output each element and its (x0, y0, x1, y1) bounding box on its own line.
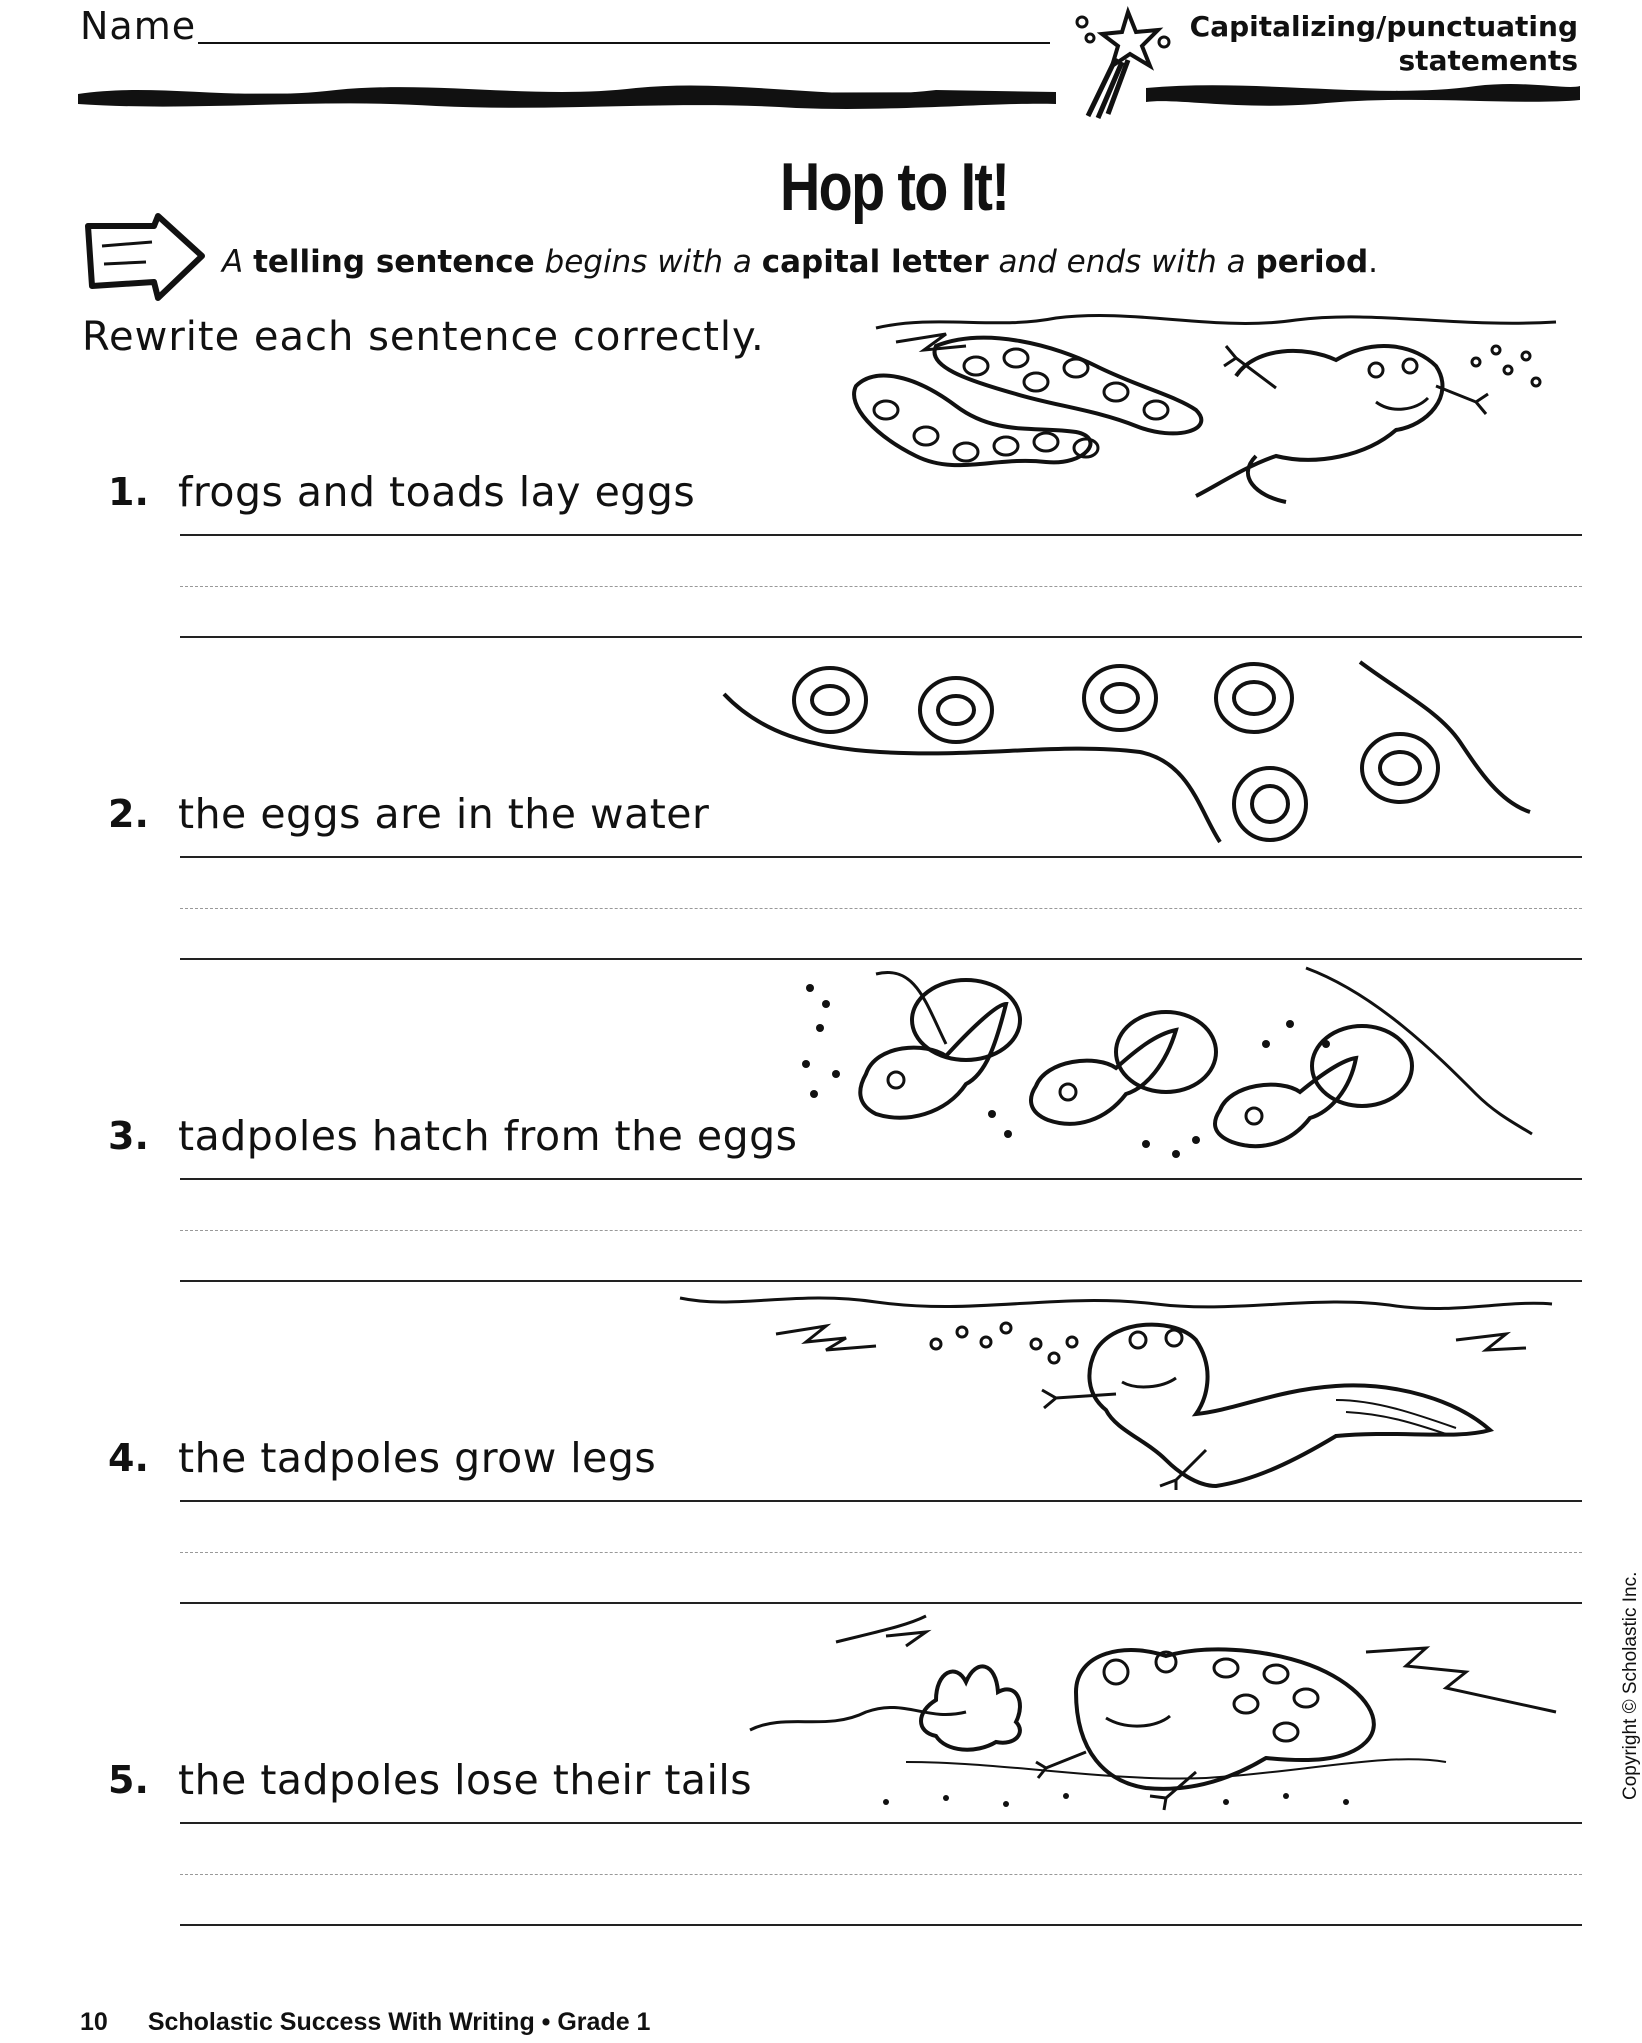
item-2-number: 2. (108, 792, 149, 836)
rule-part-3: begins with a (534, 244, 762, 280)
copyright-notice: Copyright © Scholastic Inc. (1620, 1571, 1641, 1800)
name-label: Name (80, 4, 197, 48)
frog-eggs-illustration (836, 306, 1566, 528)
rule-part-6: period (1255, 244, 1369, 280)
item-4-write-line-top[interactable] (180, 1500, 1582, 1502)
eggs-in-water-illustration (720, 652, 1540, 852)
topic-label (1190, 10, 1578, 78)
item-3-number: 3. (108, 1114, 149, 1158)
topic-line-1: Capitalizing/punctuating (1189, 10, 1578, 43)
tadpole-with-legs-illustration (676, 1290, 1556, 1490)
shooting-star-icon (1072, 8, 1176, 122)
item-5-write-line-top[interactable] (180, 1822, 1582, 1824)
item-4-write-line-mid (180, 1552, 1582, 1553)
item-3-write-line-bottom[interactable] (180, 1280, 1582, 1282)
instruction: Rewrite each sentence correctly. (82, 314, 765, 360)
item-1-write-line-top[interactable] (180, 534, 1582, 536)
item-1-write-line-bottom[interactable] (180, 636, 1582, 638)
item-1-number: 1. (108, 470, 149, 514)
rule-sentence (222, 244, 1378, 280)
item-4-write-line-bottom[interactable] (180, 1602, 1582, 1604)
item-1-text: frogs and toads lay eggs (178, 468, 696, 516)
rule-part-7: . (1368, 244, 1378, 280)
rule-part-1: A (222, 244, 254, 280)
item-2-text: the eggs are in the water (178, 790, 710, 838)
tadpoles-hatching-illustration (796, 964, 1536, 1174)
item-2-write-line-top[interactable] (180, 856, 1582, 858)
header-brush-stroke (76, 72, 1582, 112)
page-title (161, 148, 1504, 226)
rule-part-2: telling sentence (253, 244, 535, 280)
young-frog-illustration (746, 1612, 1566, 1812)
item-4-number: 4. (108, 1436, 149, 1480)
item-5-number: 5. (108, 1758, 149, 1802)
name-write-line[interactable] (198, 42, 1050, 44)
page-number: 10 (80, 2008, 108, 2036)
book-title: Scholastic Success With Writing • Grade 1 (147, 2008, 651, 2036)
arrow-right-icon (82, 212, 208, 302)
item-4-text: the tadpoles grow legs (178, 1434, 657, 1482)
rule-part-4: capital letter (761, 244, 989, 280)
item-2-write-line-mid (180, 908, 1582, 909)
page-title-text: Hop to It! (780, 149, 1009, 225)
item-3-write-line-top[interactable] (180, 1178, 1582, 1180)
item-5-write-line-bottom[interactable] (180, 1924, 1582, 1926)
topic-line-2: statements (1398, 44, 1578, 77)
item-2-write-line-bottom[interactable] (180, 958, 1582, 960)
item-3-text: tadpoles hatch from the eggs (178, 1112, 798, 1160)
item-1-write-line-mid (180, 586, 1582, 587)
item-3-write-line-mid (180, 1230, 1582, 1231)
item-5-write-line-mid (180, 1874, 1582, 1875)
rule-part-5: and ends with a (988, 244, 1256, 280)
item-5-text: the tadpoles lose their tails (178, 1756, 753, 1804)
footer (80, 2008, 650, 2037)
